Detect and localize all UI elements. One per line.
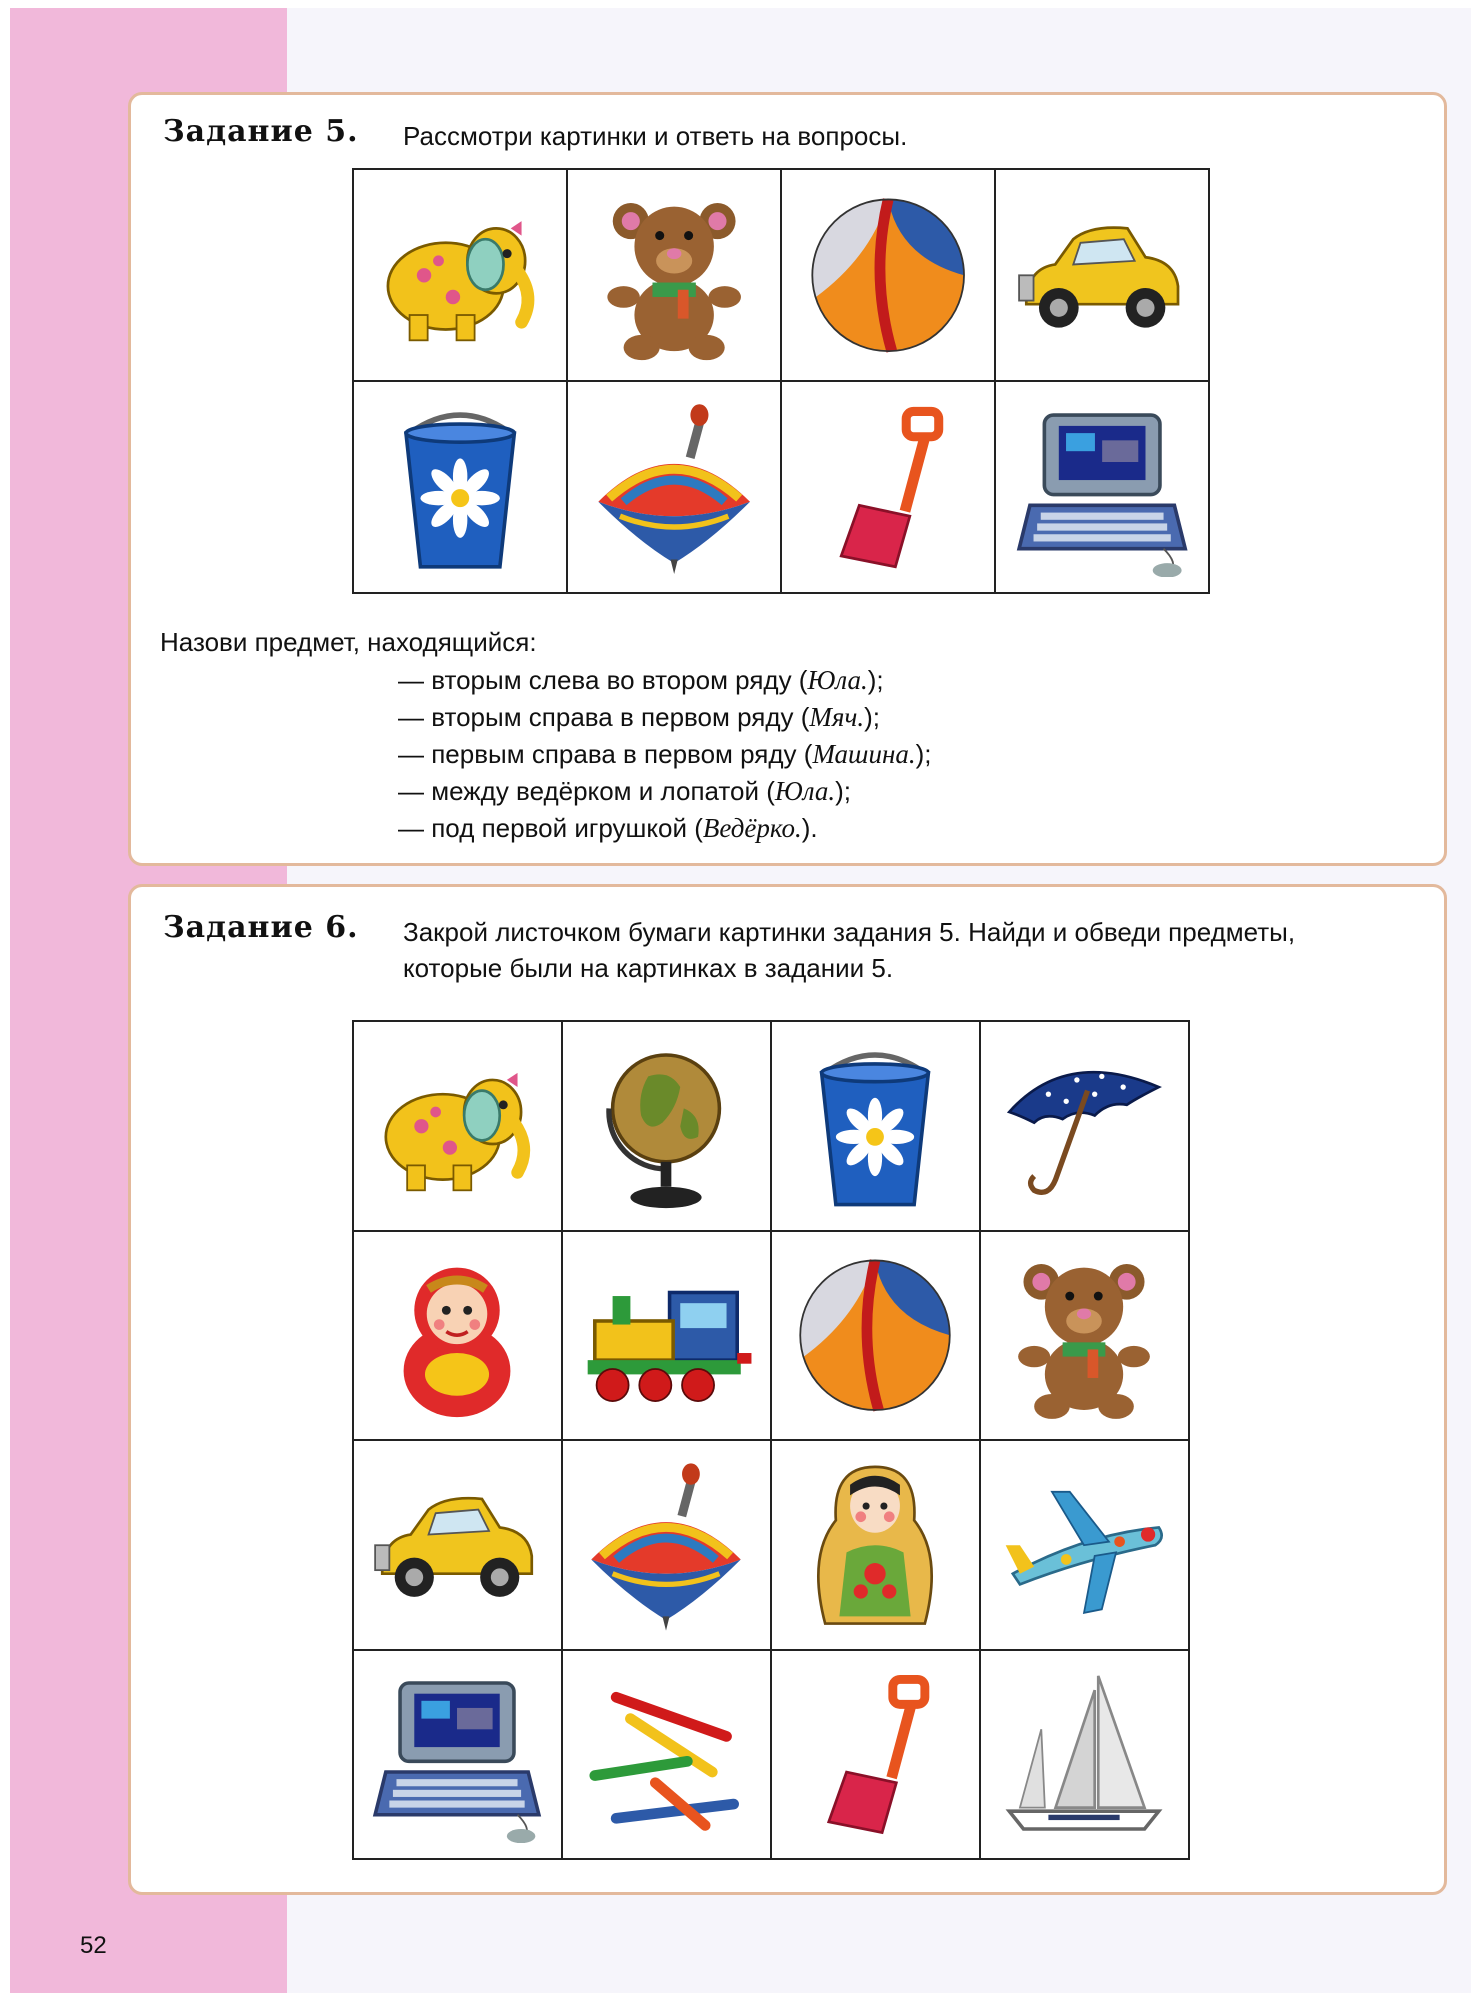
grid-cell[interactable] bbox=[782, 170, 994, 380]
car-icon bbox=[996, 170, 1208, 380]
grid-cell[interactable] bbox=[772, 1022, 979, 1230]
answer-text: Юла. bbox=[774, 776, 836, 806]
grid-cell[interactable] bbox=[354, 170, 566, 380]
answer-text: Машина. bbox=[812, 739, 916, 769]
roly-poly-doll-icon bbox=[354, 1232, 561, 1440]
question-item: — под первой игрушкой (Ведёрко.). bbox=[398, 813, 818, 843]
toy-laptop-icon bbox=[354, 1651, 561, 1859]
grid-cell[interactable] bbox=[996, 170, 1208, 380]
spinning-top-icon bbox=[563, 1441, 770, 1649]
ball-icon bbox=[782, 170, 994, 380]
question-item: — вторым справа в первом ряду (Мяч.); bbox=[398, 702, 880, 732]
matryoshka-icon bbox=[772, 1441, 979, 1649]
answer-text: Мяч. bbox=[809, 702, 865, 732]
task5-title: Задание 5. bbox=[163, 114, 359, 149]
question-item: — между ведёрком и лопатой (Юла.); bbox=[398, 776, 852, 806]
grid-cell[interactable] bbox=[354, 1441, 561, 1649]
grid-cell[interactable] bbox=[354, 382, 566, 592]
globe-icon bbox=[563, 1022, 770, 1230]
pencils-icon bbox=[563, 1651, 770, 1859]
grid-cell[interactable] bbox=[354, 1232, 561, 1440]
grid-cell[interactable] bbox=[563, 1022, 770, 1230]
airplane-icon bbox=[981, 1441, 1188, 1649]
questions-list bbox=[398, 662, 931, 847]
grid-cell[interactable] bbox=[568, 382, 780, 592]
answer-text: Ведёрко. bbox=[702, 813, 802, 843]
task5-instruction: Рассмотри картинки и ответь на вопросы. bbox=[403, 121, 908, 151]
grid-cell[interactable] bbox=[782, 382, 994, 592]
question-item: — первым справа в первом ряду (Машина.); bbox=[398, 739, 932, 769]
grid-cell[interactable] bbox=[772, 1441, 979, 1649]
elephant-icon bbox=[354, 170, 566, 380]
grid-cell[interactable] bbox=[354, 1651, 561, 1859]
grid-cell[interactable] bbox=[563, 1651, 770, 1859]
task5-picture-grid bbox=[352, 168, 1210, 594]
task6-title: Задание 6. bbox=[163, 910, 359, 945]
questions-label: Назови предмет, находящийся: bbox=[160, 627, 537, 657]
page-number: 52 bbox=[80, 1932, 107, 1959]
grid-cell[interactable] bbox=[568, 170, 780, 380]
grid-cell[interactable] bbox=[981, 1441, 1188, 1649]
grid-cell[interactable] bbox=[772, 1232, 979, 1440]
bucket-icon bbox=[354, 382, 566, 592]
bucket-icon bbox=[772, 1022, 979, 1230]
toy-laptop-icon bbox=[996, 382, 1208, 592]
toy-train-icon bbox=[563, 1232, 770, 1440]
teddy-bear-icon bbox=[568, 170, 780, 380]
answer-text: Юла. bbox=[807, 665, 868, 695]
question-item: — вторым слева во втором ряду (Юла.); bbox=[398, 665, 884, 695]
grid-cell[interactable] bbox=[772, 1651, 979, 1859]
shovel-icon bbox=[772, 1651, 979, 1859]
sailboat-icon bbox=[981, 1651, 1188, 1859]
shovel-icon bbox=[782, 382, 994, 592]
grid-cell[interactable] bbox=[981, 1022, 1188, 1230]
grid-cell[interactable] bbox=[563, 1232, 770, 1440]
grid-cell[interactable] bbox=[563, 1441, 770, 1649]
task6-instruction-line1: Закрой листочком бумаги картинки задания 5. Найди и обведи предметы, bbox=[403, 917, 1296, 947]
grid-cell[interactable] bbox=[981, 1232, 1188, 1440]
grid-cell[interactable] bbox=[981, 1651, 1188, 1859]
grid-cell[interactable] bbox=[996, 382, 1208, 592]
task6-instruction-line2: которые были на картинках в задании 5. bbox=[403, 953, 894, 983]
umbrella-icon bbox=[981, 1022, 1188, 1230]
task6-picture-grid bbox=[352, 1020, 1190, 1860]
elephant-icon bbox=[354, 1022, 561, 1230]
car-icon bbox=[354, 1441, 561, 1649]
ball-icon bbox=[772, 1232, 979, 1440]
teddy-bear-icon bbox=[981, 1232, 1188, 1440]
grid-cell[interactable] bbox=[354, 1022, 561, 1230]
spinning-top-icon bbox=[568, 382, 780, 592]
